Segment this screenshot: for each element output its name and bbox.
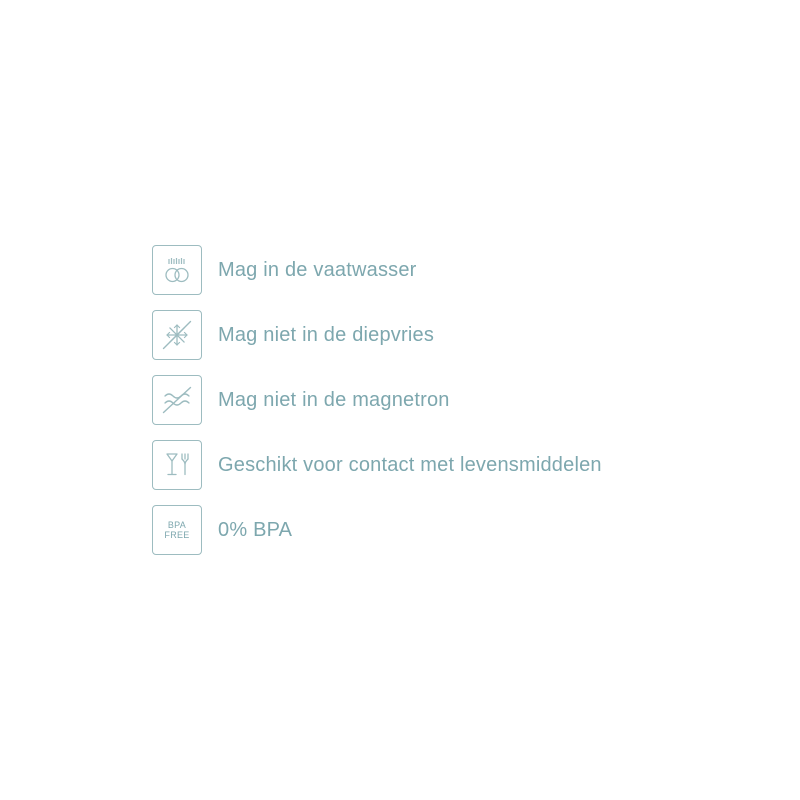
bpa-line-1: BPA bbox=[167, 520, 187, 530]
list-item bbox=[152, 245, 602, 295]
list-item bbox=[152, 505, 602, 555]
no-microwave-icon bbox=[152, 375, 202, 425]
list-item-label: Geschikt voor contact met levensmiddelen bbox=[218, 454, 602, 476]
list-item-label: Mag niet in de diepvries bbox=[218, 324, 435, 346]
food-safe-icon bbox=[152, 440, 202, 490]
dishwasher-safe-icon bbox=[152, 245, 202, 295]
list-item-label: Mag niet in de magnetron bbox=[218, 389, 450, 411]
bpa-line-2: FREE bbox=[164, 530, 190, 540]
list-item bbox=[152, 375, 602, 425]
bpa-free-icon-text bbox=[164, 520, 189, 540]
list-item bbox=[152, 440, 602, 490]
no-freezer-icon bbox=[152, 310, 202, 360]
feature-list bbox=[152, 245, 602, 555]
list-item-label: 0% BPA bbox=[218, 519, 293, 541]
list-item-label: Mag in de vaatwasser bbox=[218, 259, 417, 281]
list-item bbox=[152, 310, 602, 360]
bpa-free-icon bbox=[152, 505, 202, 555]
